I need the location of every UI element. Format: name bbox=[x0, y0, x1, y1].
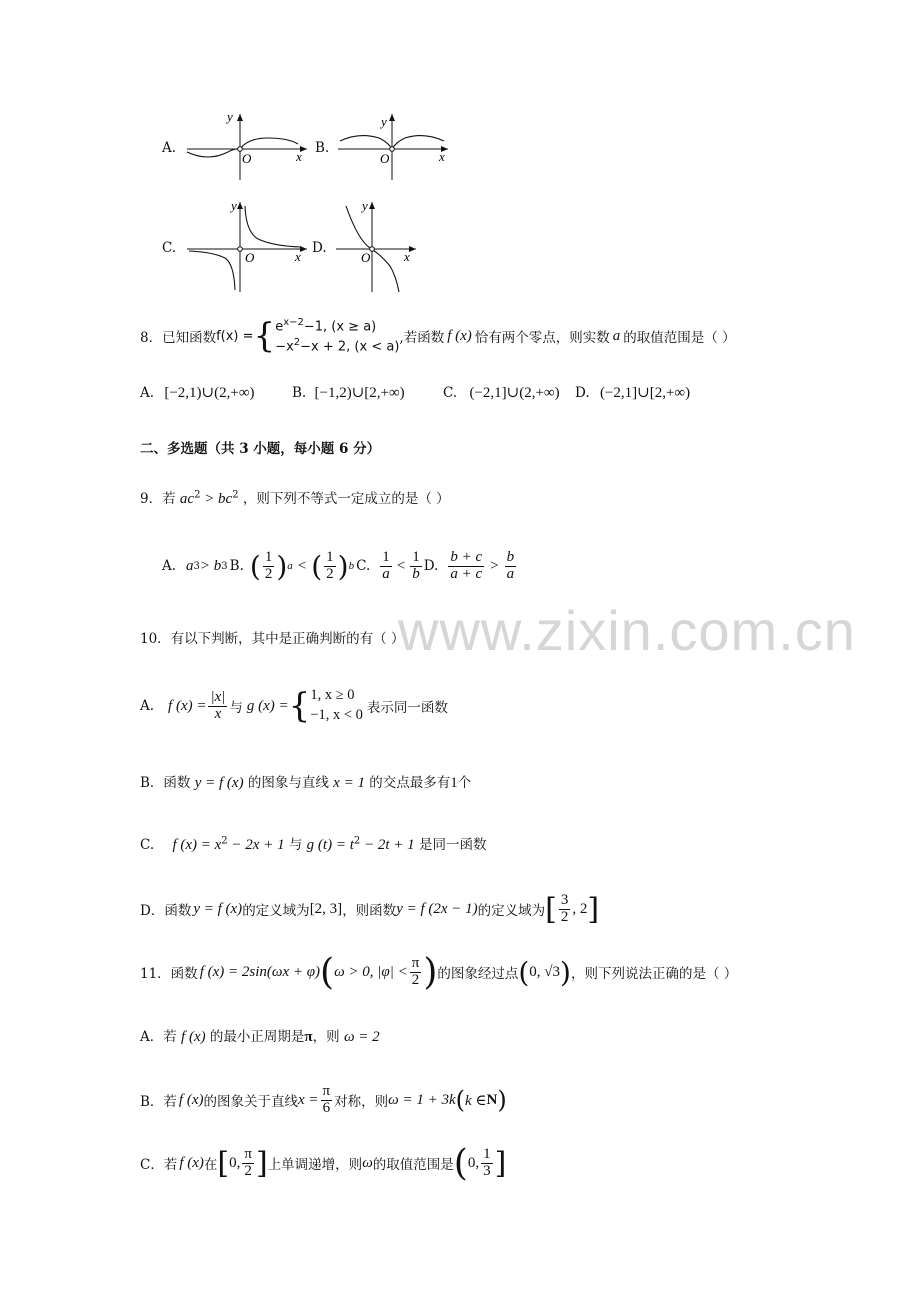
watermark: www.zixin.com.cn bbox=[398, 599, 856, 662]
svg-text:y: y bbox=[381, 114, 387, 129]
section-title: 二、多选题（共 3 小题，每小题 6 分） bbox=[140, 441, 381, 457]
q10-option-a: A. f (x) = $\frac{|x|}{x}$ 与 g (x) = { 1, x ≥ 0 −1, x < 0 表示同一函数 bbox=[140, 686, 448, 726]
q11-option-c: C．若 f (x) 在 [ 0, $\frac{\pi}{2}$ ] 上单调递增，则 ω 的取值范围是 ( 0, $\frac{1}{3}$ ] bbox=[140, 1142, 507, 1184]
q9-option-d-label: D. bbox=[423, 558, 439, 574]
q8-option-b: B. [−1,2)∪[2,+∞) bbox=[292, 385, 405, 401]
q8-stem: 8．已知函数 f(x) = { $e^{x-2}-1$, (x ≥ a) $-x^2-x + 2$, (x < a) ,若函数 f (x) 恰有两个零点，则实数 a 的取值范围是（ ） bbox=[140, 316, 736, 356]
axis-y-label: y bbox=[227, 109, 233, 124]
svg-text:O: O bbox=[380, 151, 390, 166]
q11-option-a: A．若 f (x) 的最小正周期是π，则 ω = 2 bbox=[140, 1029, 380, 1045]
q9-option-a-label: A. bbox=[162, 558, 177, 574]
q10-option-c: C. f $(x) = x^2 - 2x + 1$ 与 g $(t) = t^2 - 2t + 1$ 是同一函数 bbox=[140, 835, 487, 853]
svg-text:y: y bbox=[362, 198, 368, 213]
axis-x-label: x bbox=[296, 149, 302, 164]
q11-option-b: B．若 f (x) 的图象关于直线 x = $\frac{\pi}{6}$ 对称，则 ω = 1 + 3k ( k ∈ N ) bbox=[140, 1082, 507, 1116]
graph-label-b: B. bbox=[315, 140, 330, 156]
graph-label-c: C. bbox=[162, 240, 177, 256]
q9-stem: 9．若 $ac^2 > bc^2$ ，则下列不等式一定成立的是（ ） bbox=[140, 489, 450, 507]
graph-label-a: A. bbox=[162, 140, 177, 156]
graph-label-d: D. bbox=[312, 240, 327, 256]
svg-text:O: O bbox=[245, 250, 255, 265]
q11-stem: 11．函数 f (x) = 2sin(ωx + φ) ( ω > 0, |φ| < $\frac{\pi}{2}$ ) 的图象经过点 ( 0, √3 ) ，则下列说法正确的是（ ） bbox=[140, 951, 738, 993]
svg-text:x: x bbox=[439, 149, 445, 164]
q8-option-d: D. (−2,1]∪[2,+∞) bbox=[575, 385, 691, 401]
svg-text:O: O bbox=[361, 250, 371, 265]
q9-options: A. a 3 > b 3 B. ( $\frac{1}{2}$ ) a < ( $\frac{1}{2}$ ) b C. $\frac{1}{a}$ < $\frac{1}{b}$ D. $\frac{b + c}{a + c}$ > $\frac{b}{a}$ bbox=[162, 548, 515, 583]
q10-option-d: D．函数 y = f (x) 的定义域为 [2, 3] ，则函数 y = f (2x − 1) 的定义域为 [ $\frac{3}{2}$ , 2 ] bbox=[140, 891, 600, 927]
graph-a bbox=[183, 108, 313, 183]
q10-option-b: B．函数 y = f (x) 的图象与直线 x = 1 的交点最多有1个 bbox=[140, 775, 472, 791]
q10-stem: 10．有以下判断，其中是正确判断的有（ ） bbox=[140, 631, 405, 647]
graph-b bbox=[334, 108, 454, 183]
svg-text:x: x bbox=[404, 249, 410, 264]
svg-text:x: x bbox=[295, 249, 301, 264]
svg-text:y: y bbox=[231, 198, 237, 213]
q9-option-b-label: B. bbox=[229, 558, 244, 574]
q8-option-c: C. (−2,1]∪(2,+∞) bbox=[443, 385, 560, 401]
graph-d bbox=[332, 196, 422, 296]
q8-option-a: A. [−2,1)∪(2,+∞) bbox=[140, 385, 255, 401]
graph-c bbox=[183, 196, 313, 296]
origin-label: O bbox=[242, 151, 252, 166]
q9-option-c-label: C. bbox=[356, 558, 371, 574]
